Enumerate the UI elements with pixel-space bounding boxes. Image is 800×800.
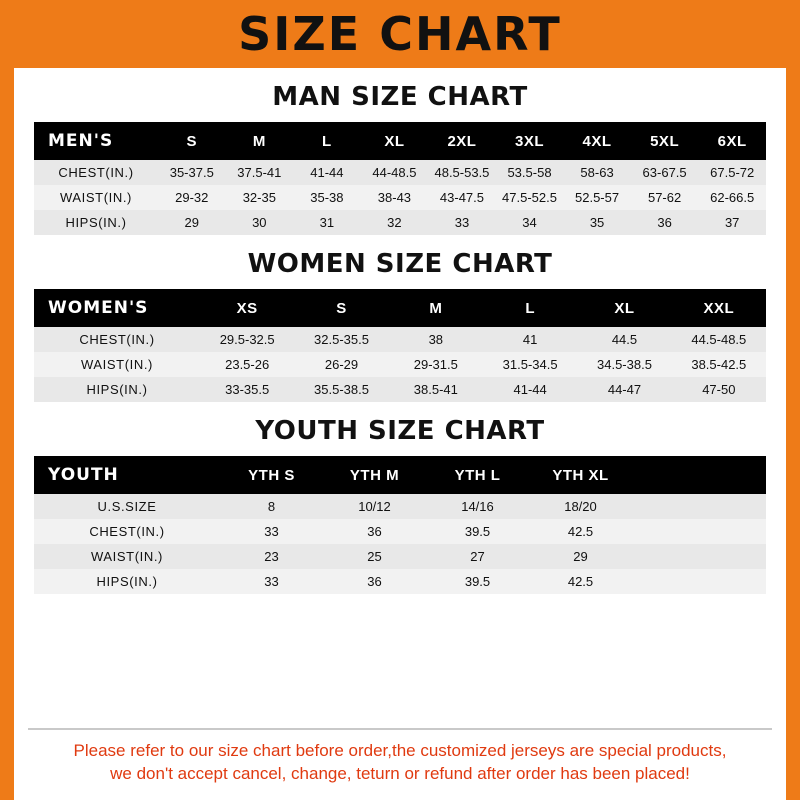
table-women-r2-c5: 44-47 (577, 377, 671, 402)
table-women-r1-c2: 26-29 (294, 352, 388, 377)
table-man-r1-c4: 38-43 (361, 185, 429, 210)
table-women-r2-c0: HIPS(IN.) (34, 377, 200, 402)
table-youth-r3-c4: 42.5 (529, 569, 632, 594)
table-man-r2-c8: 36 (631, 210, 699, 235)
table-man-body (34, 160, 766, 235)
table-women-r2-c6: 47-50 (672, 377, 766, 402)
table-man-r2-c3: 31 (293, 210, 361, 235)
table-youth-r1-c4: 42.5 (529, 519, 632, 544)
table-man-r0-c3: 41-44 (293, 160, 361, 185)
table-man-r0-c9: 67.5-72 (698, 160, 766, 185)
table-youth-header-3: YTH L (426, 456, 529, 494)
table-women-header-0: WOMEN'S (34, 289, 200, 327)
table-header-row (34, 122, 766, 160)
table-youth-r2-c2: 25 (323, 544, 426, 569)
table-youth-r0-c1: 8 (220, 494, 323, 519)
table-youth-r3-c3: 39.5 (426, 569, 529, 594)
table-man-header-4: XL (361, 122, 429, 160)
table-women-header-1: XS (200, 289, 294, 327)
table-women-body (34, 327, 766, 402)
table-youth-header-2: YTH M (323, 456, 426, 494)
table-man-r1-c9: 62-66.5 (698, 185, 766, 210)
table-man-r0-c5: 48.5-53.5 (428, 160, 496, 185)
table-man-r0-c1: 35-37.5 (158, 160, 226, 185)
table-man-header-2: M (226, 122, 294, 160)
table-youth-r0-c0: U.S.SIZE (34, 494, 220, 519)
table-women-r0-c1: 29.5-32.5 (200, 327, 294, 352)
table-man-r1-c6: 47.5-52.5 (496, 185, 564, 210)
table-man-r1-c3: 35-38 (293, 185, 361, 210)
table-row (34, 185, 766, 210)
table-women-r0-c0: CHEST(IN.) (34, 327, 200, 352)
table-row (34, 327, 766, 352)
table-man-r1-c5: 43-47.5 (428, 185, 496, 210)
table-row (34, 494, 766, 519)
table-man-r0-c4: 44-48.5 (361, 160, 429, 185)
table-man-header-9: 6XL (698, 122, 766, 160)
table-youth-r2-c4: 29 (529, 544, 632, 569)
table-man-r1-c7: 52.5-57 (563, 185, 631, 210)
table-man-header-5: 2XL (428, 122, 496, 160)
section-youth (14, 416, 786, 594)
table-women-r0-c4: 41 (483, 327, 577, 352)
footer-note-line-1: Please refer to our size chart before order,the customized jerseys are special products, (73, 741, 727, 761)
table-women-r2-c1: 33-35.5 (200, 377, 294, 402)
table-women-header-6: XXL (672, 289, 766, 327)
table-women-r0-c5: 44.5 (577, 327, 671, 352)
table-man-r0-c0: CHEST(IN.) (34, 160, 158, 185)
table-women-r1-c1: 23.5-26 (200, 352, 294, 377)
table-women-r0-c2: 32.5-35.5 (294, 327, 388, 352)
table-man-r1-c0: WAIST(IN.) (34, 185, 158, 210)
table-man-header-1: S (158, 122, 226, 160)
table-man-r0-c6: 53.5-58 (496, 160, 564, 185)
table-youth-header-0: YOUTH (34, 456, 220, 494)
table-man-r2-c7: 35 (563, 210, 631, 235)
table-youth-r2-c0: WAIST(IN.) (34, 544, 220, 569)
table-youth-r3-spacer (632, 569, 766, 594)
table-youth-r2-c3: 27 (426, 544, 529, 569)
table-row (34, 519, 766, 544)
table-youth-r2-c1: 23 (220, 544, 323, 569)
table-man-r2-c1: 29 (158, 210, 226, 235)
table-women (34, 289, 766, 402)
table-youth-r1-c0: CHEST(IN.) (34, 519, 220, 544)
table-youth-r3-c0: HIPS(IN.) (34, 569, 220, 594)
table-women-r2-c4: 41-44 (483, 377, 577, 402)
table-women-header-4: L (483, 289, 577, 327)
table-women-r2-c3: 38.5-41 (389, 377, 483, 402)
table-youth-r3-c1: 33 (220, 569, 323, 594)
footer-note-line-2: we don't accept cancel, change, teturn or refund after order has been placed! (110, 764, 690, 784)
table-youth-header-4: YTH XL (529, 456, 632, 494)
table-women-r1-c4: 31.5-34.5 (483, 352, 577, 377)
table-header-row (34, 289, 766, 327)
table-row (34, 544, 766, 569)
table-row (34, 160, 766, 185)
table-man-r2-c0: HIPS(IN.) (34, 210, 158, 235)
table-man-header-8: 5XL (631, 122, 699, 160)
table-youth-r3-c2: 36 (323, 569, 426, 594)
table-youth-r1-c1: 33 (220, 519, 323, 544)
page-title: SIZE CHART (238, 7, 562, 61)
table-women-r1-c6: 38.5-42.5 (672, 352, 766, 377)
table-women-r1-c0: WAIST(IN.) (34, 352, 200, 377)
table-man-r1-c1: 29-32 (158, 185, 226, 210)
table-man-r0-c7: 58-63 (563, 160, 631, 185)
table-man-header-0: MEN'S (34, 122, 158, 160)
table-youth-r1-c3: 39.5 (426, 519, 529, 544)
table-man-r0-c8: 63-67.5 (631, 160, 699, 185)
table-youth-r1-c2: 36 (323, 519, 426, 544)
banner (0, 0, 800, 68)
table-youth-r1-spacer (632, 519, 766, 544)
table-man-r0-c2: 37.5-41 (226, 160, 294, 185)
table-man-r2-c2: 30 (226, 210, 294, 235)
table-man-r1-c2: 32-35 (226, 185, 294, 210)
table-women-header-2: S (294, 289, 388, 327)
table-man-head (34, 122, 766, 160)
table-youth (34, 456, 766, 594)
table-youth-header-1: YTH S (220, 456, 323, 494)
table-row (34, 352, 766, 377)
table-man-header-7: 4XL (563, 122, 631, 160)
table-youth-head (34, 456, 766, 494)
section-man (14, 82, 786, 235)
table-row (34, 210, 766, 235)
table-women-header-3: M (389, 289, 483, 327)
table-man-r2-c4: 32 (361, 210, 429, 235)
table-man-header-3: L (293, 122, 361, 160)
table-women-head (34, 289, 766, 327)
table-youth-header-spacer (632, 456, 766, 494)
table-man-r2-c6: 34 (496, 210, 564, 235)
table-women-header-5: XL (577, 289, 671, 327)
table-man (34, 122, 766, 235)
table-youth-r2-spacer (632, 544, 766, 569)
table-women-r1-c3: 29-31.5 (389, 352, 483, 377)
table-youth-body (34, 494, 766, 594)
section-women (14, 249, 786, 402)
table-header-row (34, 456, 766, 494)
section-title-youth: YOUTH SIZE CHART (255, 416, 545, 446)
table-row (34, 377, 766, 402)
table-youth-r0-c2: 10/12 (323, 494, 426, 519)
table-man-r1-c8: 57-62 (631, 185, 699, 210)
table-man-header-6: 3XL (496, 122, 564, 160)
table-women-r2-c2: 35.5-38.5 (294, 377, 388, 402)
table-youth-r0-c4: 18/20 (529, 494, 632, 519)
table-women-r0-c6: 44.5-48.5 (672, 327, 766, 352)
table-youth-r0-c3: 14/16 (426, 494, 529, 519)
table-women-r1-c5: 34.5-38.5 (577, 352, 671, 377)
table-man-r2-c9: 37 (698, 210, 766, 235)
footer-note (28, 728, 772, 800)
table-row (34, 569, 766, 594)
table-women-r0-c3: 38 (389, 327, 483, 352)
section-title-man: MAN SIZE CHART (272, 82, 528, 112)
table-youth-r0-spacer (632, 494, 766, 519)
section-title-women: WOMEN SIZE CHART (247, 249, 553, 279)
table-man-r2-c5: 33 (428, 210, 496, 235)
